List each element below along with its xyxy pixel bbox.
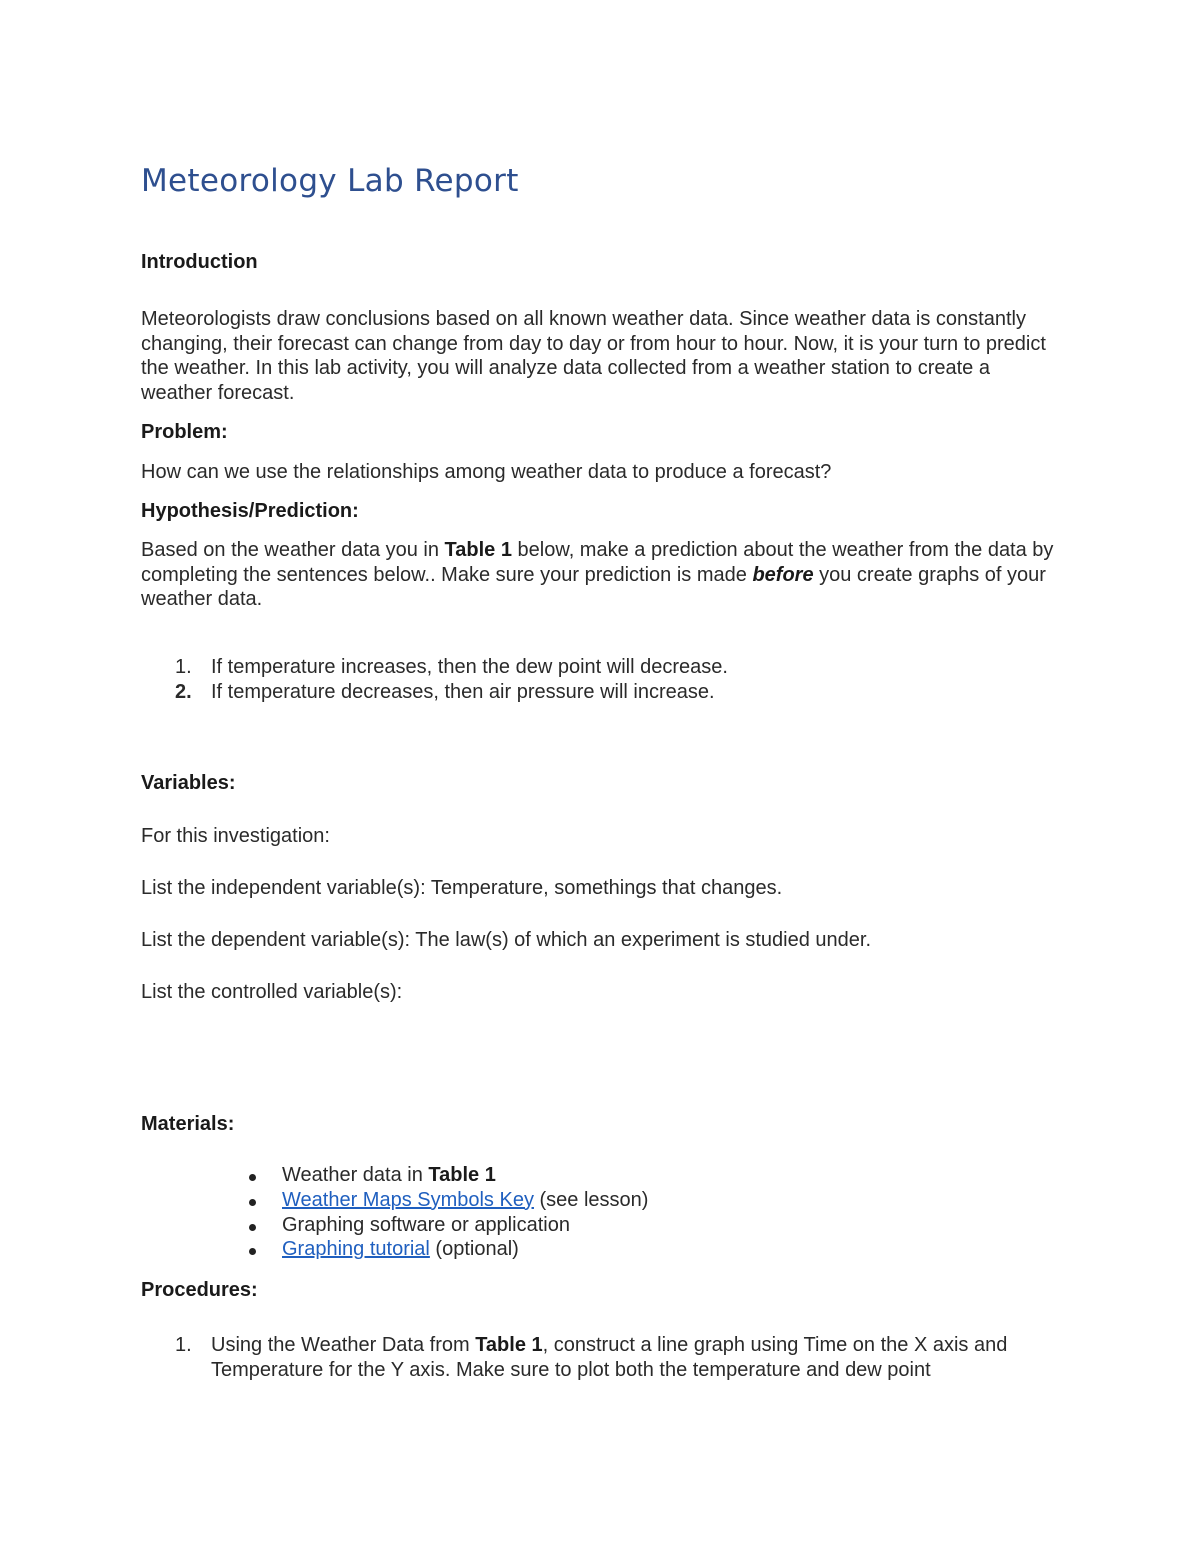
weather-maps-symbols-key-link[interactable]: Weather Maps Symbols Key — [282, 1188, 534, 1211]
materials-item-text: (optional) — [429, 1238, 519, 1261]
table-reference: Table 1 — [475, 1334, 543, 1356]
hypothesis-item-text: If temperature decreases, then air pressure will increase. — [211, 680, 715, 703]
list-number: 1. — [175, 656, 192, 678]
materials-heading: Materials: — [141, 1113, 235, 1135]
procedure-step — [141, 1333, 1056, 1382]
materials-item-text: Graphing software or application — [282, 1213, 570, 1236]
hypothesis-text-part3: you create graphs of your weather data. — [141, 563, 1046, 610]
page-title: Meteorology Lab Report — [141, 163, 519, 199]
hypothesis-list — [141, 655, 1056, 704]
hypothesis-item — [141, 655, 1056, 680]
bullet-icon — [249, 1248, 256, 1255]
controlled-variable: List the controlled variable(s): — [141, 981, 403, 1003]
procedure-step-text: , construct a line graph using Time on the X axis and Temperature for the Y axis. Make sure to plot both the temperature and dew point — [211, 1334, 1008, 1381]
graphing-tutorial-link[interactable]: Graphing tutorial — [282, 1238, 430, 1261]
list-number: 2. — [175, 680, 192, 703]
materials-item — [141, 1213, 648, 1238]
variables-intro: For this investigation: — [141, 825, 330, 847]
procedures-heading: Procedures: — [141, 1279, 258, 1301]
procedures-list — [141, 1333, 1056, 1382]
introduction-heading: Introduction — [141, 251, 258, 273]
materials-item-text: Weather data in — [282, 1164, 429, 1186]
materials-item-text: (see lesson) — [533, 1188, 649, 1211]
bullet-icon — [249, 1174, 256, 1181]
hypothesis-item-text: If temperature increases, then the dew point will decrease. — [211, 656, 728, 678]
table-reference: Table 1 — [444, 539, 512, 561]
dependent-variable: List the dependent variable(s): The law(s) of which an experiment is studied under. — [141, 929, 872, 951]
list-number: 1. — [175, 1334, 192, 1356]
problem-text: How can we use the relationships among weather data to produce a forecast? — [141, 461, 832, 483]
hypothesis-heading: Hypothesis/Prediction: — [141, 500, 359, 522]
hypothesis-text-part2: below, make a prediction about the weather from the data by completing the sentences below.. Make sure your prediction is made — [141, 539, 1054, 586]
bullet-icon — [249, 1224, 256, 1231]
procedure-step-text: Using the Weather Data from — [211, 1334, 476, 1356]
bullet-icon — [249, 1199, 256, 1206]
materials-item — [141, 1237, 648, 1262]
table-reference: Table 1 — [428, 1164, 496, 1186]
before-emphasis: before — [752, 563, 814, 586]
hypothesis-text — [141, 538, 1056, 612]
problem-heading: Problem: — [141, 421, 228, 443]
hypothesis-text-part1: Based on the weather data you in — [141, 539, 445, 561]
materials-item — [141, 1188, 648, 1213]
materials-item — [141, 1163, 648, 1188]
variables-heading: Variables: — [141, 772, 236, 794]
introduction-text: Meteorologists draw conclusions based on all known weather data. Since weather data is constantly changing, their forecast can change from day to day or from hour to hour. Now, it is your turn to predict the weather. In this lab activity, you will analyze data collected from a weather station to create a weather forecast. — [141, 308, 1046, 404]
independent-variable: List the independent variable(s): Temperature, somethings that changes. — [141, 877, 783, 899]
hypothesis-item — [141, 680, 1056, 705]
materials-list — [141, 1163, 648, 1262]
